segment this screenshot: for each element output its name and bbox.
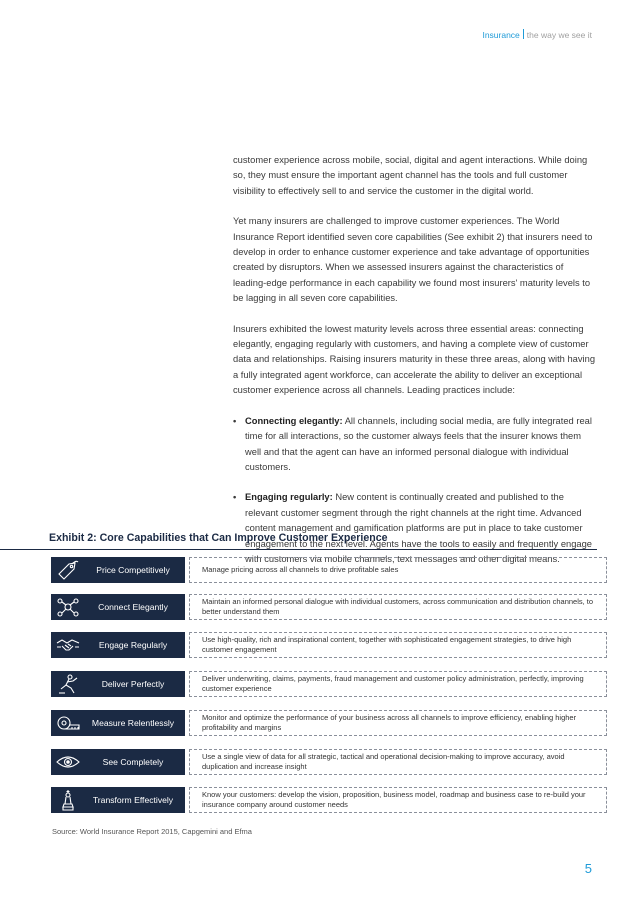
bullet-text: All channels, including social media, are fully integrated real time for all interactions, so the customer always feels that the insurer knows them well and that the agent can have an informed personal dialogue with individual customers. — [245, 415, 592, 472]
capability-row — [51, 594, 607, 620]
header-separator — [523, 29, 524, 39]
capability-row — [51, 710, 607, 736]
body-text — [233, 153, 597, 582]
handshake-icon — [56, 634, 80, 656]
bullet-lead: Connecting elegantly: — [245, 415, 343, 426]
capability-description: Manage pricing across all channels to drive profitable sales — [189, 557, 607, 583]
bullet-lead: Engaging regularly: — [245, 492, 333, 503]
capability-name: Engage Regularly — [98, 640, 168, 650]
paragraph: customer experience across mobile, social, digital and agent interactions. While doing so, they must ensure the important agent channel has the tools and full customer visibility to effectively sell to and service the customer in the digital world. — [233, 155, 588, 196]
capability-description: Use high-quality, rich and inspirational content, together with sophisticated engagement strategies, to drive high customer engagement — [189, 632, 607, 658]
capability-description: Know your customers: develop the vision, proposition, business model, roadmap and business case to re-build your insurance company around customer needs — [189, 787, 607, 813]
gymnast-icon — [56, 673, 80, 695]
capability-label — [51, 710, 185, 736]
capability-description: Monitor and optimize the performance of your business across all channels to improve efficiency, enabling higher profitability and margins — [189, 710, 607, 736]
exhibit-divider — [0, 549, 597, 550]
people-network-icon — [56, 596, 80, 618]
capability-name: Transform Effectively — [92, 795, 174, 805]
eye-icon — [56, 751, 80, 773]
capability-label — [51, 632, 185, 658]
paragraph: Insurers exhibited the lowest maturity levels across three essential areas: connecting elegantly, engaging regularly with customers, and having a complete view of customer data and relationships. Raising insurers maturity in these three areas, along with having a fully integrated agent workforce, can accelerate the ability to deliver an exceptional customer experience across all channels. Leading practices include: — [233, 323, 596, 396]
header-brand: Insurance — [482, 30, 520, 40]
capability-row — [51, 557, 607, 583]
running-header — [482, 29, 592, 40]
capability-name: Deliver Perfectly — [101, 679, 165, 689]
capability-description: Deliver underwriting, claims, payments, fraud management and customer policy administration, perfectly, improving customer experience — [189, 671, 607, 697]
capability-label — [51, 787, 185, 813]
source-note: Source: World Insurance Report 2015, Capgemini and Efma — [52, 827, 252, 836]
capability-row — [51, 632, 607, 658]
practice-list — [233, 414, 597, 568]
capability-name: Price Competitively — [96, 565, 170, 575]
capability-name: See Completely — [102, 757, 164, 767]
paragraph: Yet many insurers are challenged to improve customer experiences. The World Insurance Report identified seven core capabilities (See exhibit 2) that insurers need to develop in order to enhance customer experience and take advantage of opportunities created by disruptors. When we assessed insurers against the characteristics of leading-edge performance in each capability we found most insurers' maturity levels to be lagging in all seven core capabilities. — [233, 216, 593, 304]
capability-label — [51, 594, 185, 620]
bullet-marker: • — [233, 492, 237, 503]
capability-label — [51, 557, 185, 583]
capability-description: Use a single view of data for all strategic, tactical and operational decision-making to improve accuracy, avoid duplication and increase insight — [189, 749, 607, 775]
page-number: 5 — [584, 861, 592, 876]
capability-label — [51, 749, 185, 775]
capability-row — [51, 749, 607, 775]
list-item — [233, 490, 597, 567]
capability-name: Measure Relentlessly — [91, 718, 175, 728]
capability-row — [51, 787, 607, 813]
capability-name: Connect Elegantly — [98, 602, 168, 612]
tape-measure-icon — [56, 712, 80, 734]
chess-piece-icon — [56, 789, 80, 811]
bullet-marker: • — [233, 415, 237, 426]
exhibit-title: Exhibit 2: Core Capabilities that Can Improve Customer Experience — [49, 532, 388, 544]
capability-label — [51, 671, 185, 697]
bullet-text: New content is continually created and published to the relevant customer segment through the right channels at the right time. Advanced content management and gamification platforms are put in place to take customer engagement to the next level. Agents have the tools to easily and frequently engage with customers via mobile channels, text messages and other digital means. — [245, 492, 593, 564]
list-item — [233, 414, 597, 476]
capability-description: Maintain an informed personal dialogue with individual customers, across communication and distribution channels, to better understand them — [189, 594, 607, 620]
capability-row — [51, 671, 607, 697]
header-tagline: the way we see it — [526, 30, 592, 40]
price-tag-icon — [56, 559, 80, 581]
